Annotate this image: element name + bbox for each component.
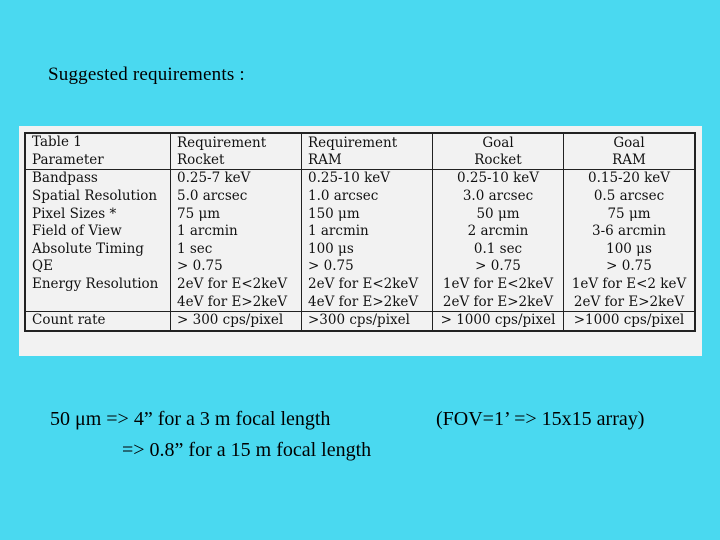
- table-row: [25, 258, 695, 276]
- table-cell: 0.15-20 keV: [564, 170, 696, 188]
- table-cell: 1 arcmin: [302, 223, 433, 241]
- table-cell: 0.25-7 keV: [171, 170, 302, 188]
- table-cell: Field of View: [25, 223, 171, 241]
- table-cell: 1eV for E<2 keV: [564, 276, 696, 294]
- table-cell: 2eV for E<2keV: [302, 276, 433, 294]
- header-cell: Rocket: [171, 152, 302, 170]
- table-row: [25, 223, 695, 241]
- table-cell: 2eV for E>2keV: [564, 293, 696, 311]
- table-cell: 100 μs: [564, 241, 696, 259]
- table-cell: 2 arcmin: [433, 223, 564, 241]
- table-cell: > 300 cps/pixel: [171, 311, 302, 330]
- header-cell: RAM: [302, 152, 433, 170]
- table-row: [25, 188, 695, 206]
- table-cell: 150 μm: [302, 205, 433, 223]
- table-cell: 1.0 arcsec: [302, 188, 433, 206]
- table-cell: Spatial Resolution: [25, 188, 171, 206]
- footnote-line-2: => 0.8” for a 15 m focal length: [122, 439, 372, 461]
- table-cell: [25, 293, 171, 311]
- header-row: [25, 152, 695, 170]
- table-cell: > 0.75: [171, 258, 302, 276]
- header-cell: Requirement: [302, 133, 433, 152]
- table-cell: 50 μm: [433, 205, 564, 223]
- table-cell: 0.1 sec: [433, 241, 564, 259]
- header-cell: Parameter: [25, 152, 171, 170]
- table-cell: 2eV for E>2keV: [433, 293, 564, 311]
- table-cell: 75 μm: [171, 205, 302, 223]
- table-row: [25, 311, 695, 330]
- table-cell: Bandpass: [25, 170, 171, 188]
- table-cell: 3.0 arcsec: [433, 188, 564, 206]
- table-cell: > 1000 cps/pixel: [433, 311, 564, 330]
- table-cell: 1 arcmin: [171, 223, 302, 241]
- table-cell: 0.25-10 keV: [302, 170, 433, 188]
- table-cell: > 0.75: [302, 258, 433, 276]
- table-caption: Table 1: [25, 133, 171, 152]
- footnote-fov: (FOV=1’ => 15x15 array): [436, 408, 645, 430]
- table-row: [25, 276, 695, 294]
- table-cell: Pixel Sizes *: [25, 205, 171, 223]
- table-cell: >1000 cps/pixel: [564, 311, 696, 330]
- header-cell: Goal: [564, 133, 696, 152]
- table-cell: 4eV for E>2keV: [302, 293, 433, 311]
- table-caption-row: [25, 133, 695, 152]
- table-cell: 0.5 arcsec: [564, 188, 696, 206]
- header-cell: RAM: [564, 152, 696, 170]
- table-cell: > 0.75: [433, 258, 564, 276]
- table-cell: 2eV for E<2keV: [171, 276, 302, 294]
- footnote-line-1: 50 μm => 4” for a 3 m focal length: [50, 408, 331, 430]
- table-cell: Count rate: [25, 311, 171, 330]
- table-cell: 5.0 arcsec: [171, 188, 302, 206]
- slide-heading: Suggested requirements :: [48, 64, 245, 85]
- table-cell: 3-6 arcmin: [564, 223, 696, 241]
- table-cell: Absolute Timing: [25, 241, 171, 259]
- table-cell: 0.25-10 keV: [433, 170, 564, 188]
- table-cell: 75 μm: [564, 205, 696, 223]
- table-cell: >300 cps/pixel: [302, 311, 433, 330]
- table-row: [25, 241, 695, 259]
- table-cell: 1 sec: [171, 241, 302, 259]
- requirements-table-image: [19, 126, 702, 356]
- table-cell: QE: [25, 258, 171, 276]
- table-cell: 1eV for E<2keV: [433, 276, 564, 294]
- table-row: [25, 205, 695, 223]
- requirements-table: [24, 132, 696, 332]
- header-cell: Goal: [433, 133, 564, 152]
- header-cell: Requirement: [171, 133, 302, 152]
- table-cell: Energy Resolution: [25, 276, 171, 294]
- table-row: [25, 170, 695, 188]
- table-row: [25, 293, 695, 311]
- header-cell: Rocket: [433, 152, 564, 170]
- table-cell: > 0.75: [564, 258, 696, 276]
- table-cell: 100 μs: [302, 241, 433, 259]
- table-cell: 4eV for E>2keV: [171, 293, 302, 311]
